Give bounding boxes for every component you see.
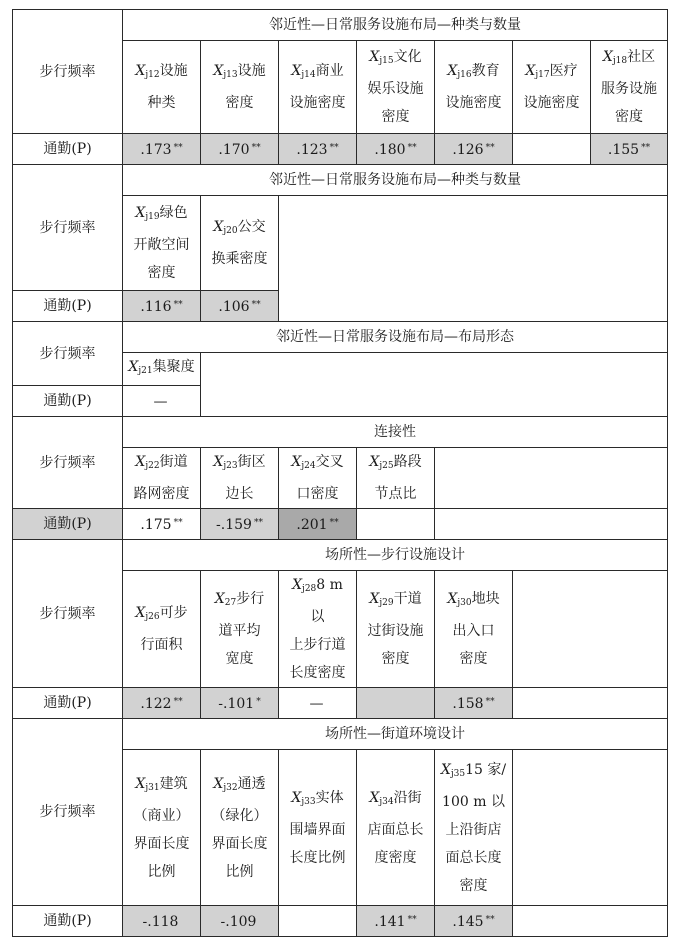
var-header: $X_{j30}$地块 出入口 密度 xyxy=(435,571,513,688)
value-cell: -.109 xyxy=(201,906,279,937)
empty-cell xyxy=(513,571,668,688)
var-header: $X_{j33}$实体 围墙界面 长度比例 xyxy=(279,750,357,906)
var-header: $X_{j31}$建筑 （商业） 界面长度 比例 xyxy=(123,750,201,906)
var-header: $X_{j34}$沿街 店面总长 度密度 xyxy=(357,750,435,906)
var-header: $X_{j19}$绿色 开敞空间 密度 xyxy=(123,196,201,291)
empty-cell xyxy=(513,906,668,937)
section-title: 邻近性—日常服务设施布局—布局形态 xyxy=(123,322,668,353)
value-cell: .145 ** xyxy=(435,906,513,937)
value-cell: -.101 * xyxy=(201,688,279,719)
value-row xyxy=(13,509,668,540)
value-cell: .126 ** xyxy=(435,134,513,165)
section-title: 邻近性—日常服务设施布局—种类与数量 xyxy=(123,165,668,196)
empty-cell xyxy=(435,509,668,540)
row-label: 步行频率 xyxy=(13,322,123,386)
value-row xyxy=(13,688,668,719)
value-cell: — xyxy=(279,688,357,719)
value-cell: .173 ** xyxy=(123,134,201,165)
correlation-table xyxy=(12,9,667,937)
var-header: $X_{j20}$公交 换乘密度 xyxy=(201,196,279,291)
var-header: $X_{j28}8$ m 以 上步行道 长度密度 xyxy=(279,571,357,688)
row-label: 步行频率 xyxy=(13,540,123,688)
value-cell: — xyxy=(123,386,201,417)
value-cell: .106 ** xyxy=(201,291,279,322)
section-title: 邻近性—日常服务设施布局—种类与数量 xyxy=(123,10,668,41)
value-cell: .141 ** xyxy=(357,906,435,937)
value-row xyxy=(13,134,668,165)
p-label: 通勤(P) xyxy=(13,688,123,719)
row-label: 步行频率 xyxy=(13,165,123,291)
row-label: 步行频率 xyxy=(13,417,123,509)
var-header: $X_{j35}15$ 家/ 100 m 以 上沿街店 面总长度 密度 xyxy=(435,750,513,906)
value-cell: .170 ** xyxy=(201,134,279,165)
var-header: $X_{j17}$医疗 设施密度 xyxy=(513,41,591,134)
p-label: 通勤(P) xyxy=(13,291,123,322)
value-cell: .201 ** xyxy=(279,509,357,540)
value-cell xyxy=(279,906,357,937)
section-title: 场所性—街道环境设计 xyxy=(123,719,668,750)
empty-cell xyxy=(279,196,668,291)
var-header: $X_{j23}$街区 边长 xyxy=(201,448,279,509)
value-cell xyxy=(357,509,435,540)
var-header: $X_{j12}$设施 种类 xyxy=(123,41,201,134)
p-label: 通勤(P) xyxy=(13,906,123,937)
empty-cell xyxy=(201,386,668,417)
var-header: $X_{j13}$设施 密度 xyxy=(201,41,279,134)
value-cell: .158 ** xyxy=(435,688,513,719)
empty-cell xyxy=(513,750,668,906)
var-header: $X_{j26}$可步 行面积 xyxy=(123,571,201,688)
var-header: $X_{j24}$交叉 口密度 xyxy=(279,448,357,509)
var-header: $X_{j32}$通透 （绿化） 界面长度 比例 xyxy=(201,750,279,906)
value-cell: .116 ** xyxy=(123,291,201,322)
p-label: 通勤(P) xyxy=(13,134,123,165)
value-row xyxy=(13,906,668,937)
var-header: $X_{j16}$教育 设施密度 xyxy=(435,41,513,134)
value-cell: .175 ** xyxy=(123,509,201,540)
value-cell xyxy=(357,688,435,719)
section-title: 连接性 xyxy=(123,417,668,448)
var-header: $X_{j18}$社区 服务设施 密度 xyxy=(591,41,668,134)
var-header: $X_{j14}$商业 设施密度 xyxy=(279,41,357,134)
empty-cell xyxy=(513,688,668,719)
row-label: 步行频率 xyxy=(13,719,123,906)
value-cell: .155 ** xyxy=(591,134,668,165)
value-row xyxy=(13,386,668,417)
value-cell: .180 ** xyxy=(357,134,435,165)
value-cell: -.159 ** xyxy=(201,509,279,540)
var-header: $X_{j15}$文化 娱乐设施 密度 xyxy=(357,41,435,134)
empty-cell xyxy=(435,448,668,509)
value-cell: .123 ** xyxy=(279,134,357,165)
value-cell xyxy=(513,134,591,165)
var-header: $X_{27}$步行 道平均 宽度 xyxy=(201,571,279,688)
value-row xyxy=(13,291,668,322)
var-header: $X_{j29}$干道 过街设施 密度 xyxy=(357,571,435,688)
empty-cell xyxy=(201,353,668,386)
var-header: $X_{j21}$集聚度 xyxy=(123,353,201,386)
table xyxy=(12,9,668,937)
section-title: 场所性—步行设施设计 xyxy=(123,540,668,571)
value-cell: .122 ** xyxy=(123,688,201,719)
value-cell: -.118 xyxy=(123,906,201,937)
var-header: $X_{j22}$街道 路网密度 xyxy=(123,448,201,509)
empty-cell xyxy=(279,291,668,322)
p-label: 通勤(P) xyxy=(13,509,123,540)
var-header: $X_{j25}$路段 节点比 xyxy=(357,448,435,509)
p-label: 通勤(P) xyxy=(13,386,123,417)
row-label: 步行频率 xyxy=(13,10,123,134)
